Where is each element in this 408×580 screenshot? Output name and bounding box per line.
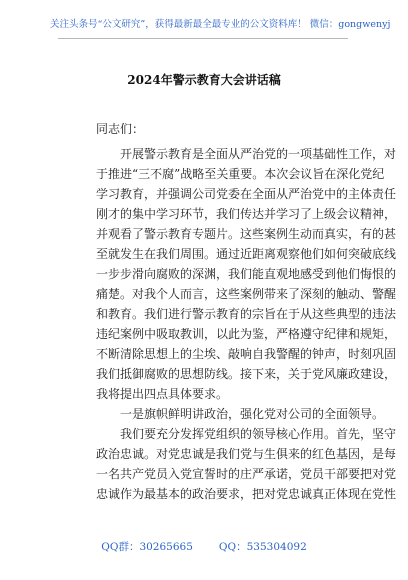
- footer-qq-number: QQ：535304092: [218, 541, 307, 553]
- body-line: 一步步滑向腐败的深渊，我们能直观地感受到他们悔恨的: [96, 267, 397, 281]
- body-line: 一名共产党员入党宣誓时的庄严承诺，党员干部要把对党: [96, 467, 397, 481]
- body-line: 至就发生在我们周围。通过近距离观察他们如何突破底线: [96, 247, 397, 261]
- body-line: 我们抵御腐败的思想防线。接下来，关于党风廉政建设，: [96, 367, 397, 381]
- body-line: 痛楚。对我个人而言，这些案例带来了深刻的触动、警醒: [96, 287, 397, 301]
- body-line: 一是旗帜鲜明讲政治，强化党对公司的全面领导。: [120, 407, 385, 421]
- body-line: 学习教育，并强调公司党委在全面从严治党中的主体责任: [96, 187, 397, 201]
- body-line: 我将提出四点具体要求。: [96, 387, 229, 401]
- body-line: 违纪案例中吸取教训，以此为鉴，严格遵守纪律和规矩，: [96, 327, 397, 341]
- body-line: 开展警示教育是全面从严治党的一项基础性工作，对: [120, 147, 397, 161]
- header-promo-note: 关注头条号“公文研究”，获得最新最全最专业的公文资料库！ 微信：gongwenyj: [50, 19, 391, 30]
- body-line: 忠诚作为最基本的政治要求，把对党忠诚真正体现在党性: [96, 487, 397, 501]
- document-body: [96, 144, 397, 504]
- body-line: 于推进“三不腐”战略至关重要。本次会议旨在深化党纪: [96, 167, 385, 181]
- header-divider: [58, 38, 348, 39]
- body-line: 并观看了警示教育专题片。这些案例生动而真实，有的甚: [96, 227, 397, 241]
- body-line: 我们要充分发挥党组织的领导核心作用。首先，坚守: [120, 427, 397, 441]
- body-line: 刚才的集中学习环节，我们传达并学习了上级会议精神，: [96, 207, 397, 221]
- body-line: 和教育。我们进行警示教育的宗旨在于从这些典型的违法: [96, 307, 397, 321]
- footer-qq-group: QQ群：30265665: [101, 541, 193, 553]
- footer-contact: [0, 540, 408, 554]
- salutation: 同志们：: [96, 122, 145, 136]
- body-line: 不断清除思想上的尘埃、敲响自我警醒的钟声，时刻巩固: [96, 347, 397, 361]
- document-title: 2024年警示教育大会讲话稿: [127, 73, 281, 87]
- body-line: 政治忠诚。对党忠诚是我们党与生俱来的红色基因，是每: [96, 447, 397, 461]
